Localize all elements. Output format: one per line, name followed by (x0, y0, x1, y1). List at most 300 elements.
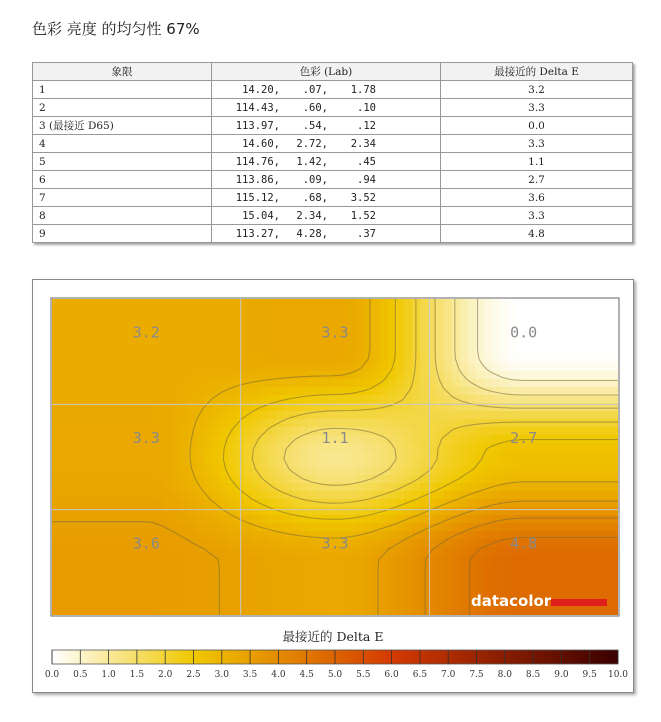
heatmap-pixel (332, 571, 341, 580)
heatmap-pixel (228, 499, 237, 508)
heatmap-pixel (364, 523, 373, 532)
heatmap-pixel (356, 491, 365, 500)
heatmap-pixel (116, 475, 125, 484)
heatmap-pixel (348, 555, 357, 564)
heatmap-pixel (548, 555, 557, 564)
heatmap-pixel (212, 315, 221, 324)
cell-value-label: 0.0 (510, 323, 538, 342)
heatmap-pixel (300, 587, 309, 596)
heatmap-pixel (76, 443, 85, 452)
heatmap-pixel (124, 443, 133, 452)
heatmap-pixel (412, 427, 421, 436)
heatmap-pixel (508, 451, 517, 460)
heatmap-pixel (380, 587, 389, 596)
heatmap-pixel (148, 571, 157, 580)
heatmap-pixel (76, 371, 85, 380)
heatmap-pixel (196, 419, 205, 428)
heatmap-pixel (268, 547, 277, 556)
heatmap-pixel (276, 323, 285, 332)
heatmap-pixel (356, 299, 365, 308)
heatmap-pixel (540, 547, 549, 556)
heatmap-pixel (252, 571, 261, 580)
heatmap-pixel (100, 419, 109, 428)
heatmap-pixel (220, 355, 229, 364)
heatmap-pixel (300, 315, 309, 324)
heatmap-pixel (452, 419, 461, 428)
heatmap-pixel (404, 451, 413, 460)
heatmap-pixel (204, 579, 213, 588)
heatmap-pixel (548, 411, 557, 420)
heatmap-pixel (540, 339, 549, 348)
heatmap-pixel (580, 307, 589, 316)
heatmap-pixel (60, 443, 69, 452)
heatmap-pixel (452, 563, 461, 572)
heatmap-pixel (116, 315, 125, 324)
cell-delta-e: 4.8 (441, 225, 633, 243)
heatmap-pixel (52, 387, 61, 396)
heatmap-pixel (172, 395, 181, 404)
heatmap-pixel (492, 331, 501, 340)
heatmap-pixel (596, 587, 605, 596)
heatmap-pixel (76, 331, 85, 340)
heatmap-pixel (68, 555, 77, 564)
heatmap-pixel (492, 467, 501, 476)
heatmap-pixel (372, 459, 381, 468)
heatmap-pixel (556, 531, 565, 540)
heatmap-pixel (532, 307, 541, 316)
heatmap-pixel (108, 563, 117, 572)
heatmap-pixel (268, 451, 277, 460)
heatmap-pixel (140, 587, 149, 596)
heatmap-pixel (308, 315, 317, 324)
heatmap-pixel (404, 539, 413, 548)
heatmap-pixel (60, 355, 69, 364)
heatmap-pixel (180, 467, 189, 476)
heatmap-pixel (52, 571, 61, 580)
heatmap-pixel (524, 507, 533, 516)
heatmap-pixel (132, 603, 141, 612)
heatmap-pixel (284, 299, 293, 308)
heatmap-pixel (260, 563, 269, 572)
heatmap-pixel (84, 515, 93, 524)
heatmap-pixel (268, 467, 277, 476)
heatmap-pixel (420, 515, 429, 524)
heatmap-pixel (564, 587, 573, 596)
heatmap-pixel (100, 531, 109, 540)
heatmap-pixel (532, 363, 541, 372)
heatmap-pixel (308, 443, 317, 452)
heatmap-pixel (500, 323, 509, 332)
heatmap-pixel (276, 571, 285, 580)
heatmap-pixel (444, 387, 453, 396)
heatmap-pixel (412, 603, 421, 612)
heatmap-pixel (548, 443, 557, 452)
heatmap-pixel (156, 571, 165, 580)
heatmap-pixel (364, 323, 373, 332)
heatmap-pixel (300, 491, 309, 500)
heatmap-pixel (212, 507, 221, 516)
heatmap-pixel (204, 459, 213, 468)
heatmap-pixel (220, 483, 229, 492)
heatmap-pixel (100, 395, 109, 404)
heatmap-pixel (356, 563, 365, 572)
heatmap-pixel (284, 595, 293, 604)
heatmap-pixel (300, 571, 309, 580)
heatmap-pixel (604, 499, 613, 508)
heatmap-pixel (76, 459, 85, 468)
heatmap-pixel (260, 459, 269, 468)
heatmap-pixel (140, 411, 149, 420)
heatmap-pixel (204, 315, 213, 324)
heatmap-pixel (492, 579, 501, 588)
heatmap-pixel (228, 595, 237, 604)
heatmap-pixel (148, 411, 157, 420)
heatmap-pixel (556, 507, 565, 516)
heatmap-pixel (116, 355, 125, 364)
heatmap-pixel (348, 347, 357, 356)
heatmap-pixel (268, 411, 277, 420)
heatmap-pixel (484, 379, 493, 388)
heatmap-pixel (60, 315, 69, 324)
brand-bar (551, 599, 607, 606)
cell-quadrant: 3 (最接近 D65) (33, 117, 212, 135)
heatmap-pixel (116, 539, 125, 548)
heatmap-pixel (572, 331, 581, 340)
heatmap-pixel (84, 507, 93, 516)
heatmap-pixel (172, 371, 181, 380)
heatmap-pixel (60, 531, 69, 540)
heatmap-pixel (452, 307, 461, 316)
heatmap-pixel (52, 427, 61, 436)
heatmap-pixel (108, 507, 117, 516)
heatmap-pixel (596, 571, 605, 580)
heatmap-pixel (316, 347, 325, 356)
heatmap-pixel (340, 579, 349, 588)
heatmap-pixel (420, 411, 429, 420)
heatmap-pixel (500, 379, 509, 388)
heatmap-pixel (604, 587, 613, 596)
heatmap-pixel (364, 547, 373, 556)
heatmap-pixel (364, 571, 373, 580)
heatmap-pixel (596, 427, 605, 436)
heatmap-pixel (204, 571, 213, 580)
heatmap-pixel (556, 411, 565, 420)
heatmap-pixel (212, 347, 221, 356)
heatmap-pixel (68, 331, 77, 340)
heatmap-pixel (60, 395, 69, 404)
heatmap-pixel (364, 499, 373, 508)
heatmap-pixel (100, 555, 109, 564)
heatmap-pixel (564, 323, 573, 332)
heatmap-pixel (596, 315, 605, 324)
heatmap-pixel (252, 355, 261, 364)
heatmap-pixel (260, 427, 269, 436)
heatmap-pixel (108, 387, 117, 396)
heatmap-pixel (252, 379, 261, 388)
heatmap-pixel (92, 331, 101, 340)
heatmap-pixel (268, 323, 277, 332)
heatmap-pixel (108, 363, 117, 372)
heatmap-pixel (500, 555, 509, 564)
heatmap-pixel (212, 339, 221, 348)
heatmap-pixel (372, 579, 381, 588)
heatmap-pixel (604, 307, 613, 316)
heatmap-pixel (604, 451, 613, 460)
heatmap-pixel (52, 451, 61, 460)
heatmap-pixel (220, 363, 229, 372)
heatmap-pixel (92, 435, 101, 444)
heatmap-pixel (500, 339, 509, 348)
lab-b: .94 (357, 173, 376, 186)
heatmap-pixel (92, 507, 101, 516)
heatmap-pixel (220, 315, 229, 324)
heatmap-pixel (220, 595, 229, 604)
heatmap-pixel (580, 395, 589, 404)
legend-tick-label: 0.5 (73, 670, 88, 680)
heatmap-pixel (284, 387, 293, 396)
heatmap-pixel (124, 379, 133, 388)
heatmap-pixel (196, 339, 205, 348)
heatmap-pixel (204, 419, 213, 428)
heatmap-pixel (452, 451, 461, 460)
heatmap-pixel (156, 475, 165, 484)
heatmap-pixel (516, 491, 525, 500)
heatmap-pixel (252, 419, 261, 428)
heatmap-pixel (556, 459, 565, 468)
heatmap-pixel (268, 315, 277, 324)
heatmap-pixel (436, 395, 445, 404)
heatmap-pixel (292, 547, 301, 556)
heatmap-pixel (596, 467, 605, 476)
heatmap-pixel (604, 515, 613, 524)
heatmap-pixel (540, 323, 549, 332)
heatmap-pixel (116, 563, 125, 572)
heatmap-pixel (556, 523, 565, 532)
heatmap-pixel (532, 395, 541, 404)
heatmap-pixel (100, 587, 109, 596)
heatmap-pixel (452, 387, 461, 396)
heatmap-pixel (276, 603, 285, 612)
heatmap-pixel (212, 379, 221, 388)
cell-value-label: 3.3 (132, 429, 160, 447)
heatmap-pixel (212, 427, 221, 436)
heatmap-pixel (364, 579, 373, 588)
heatmap-pixel (172, 387, 181, 396)
cell-delta-e: 2.7 (441, 171, 633, 189)
heatmap-pixel (532, 355, 541, 364)
heatmap-pixel (180, 435, 189, 444)
heatmap-pixel (188, 307, 197, 316)
heatmap-pixel (180, 587, 189, 596)
heatmap-pixel (460, 579, 469, 588)
heatmap-pixel (348, 307, 357, 316)
heatmap-pixel (196, 555, 205, 564)
heatmap-pixel (468, 451, 477, 460)
heatmap-pixel (500, 467, 509, 476)
heatmap-pixel (412, 435, 421, 444)
heatmap-pixel (284, 307, 293, 316)
heatmap-pixel (156, 491, 165, 500)
heatmap-panel (32, 279, 634, 693)
heatmap-pixel (100, 459, 109, 468)
heatmap-pixel (180, 323, 189, 332)
heatmap-pixel (324, 523, 333, 532)
heatmap-pixel (452, 323, 461, 332)
heatmap-pixel (164, 539, 173, 548)
heatmap-pixel (596, 331, 605, 340)
heatmap-pixel (596, 451, 605, 460)
heatmap-pixel (420, 395, 429, 404)
heatmap-pixel (532, 507, 541, 516)
heatmap-pixel (68, 395, 77, 404)
heatmap-pixel (308, 371, 317, 380)
heatmap-pixel (316, 507, 325, 516)
heatmap-pixel (52, 515, 61, 524)
heatmap-pixel (76, 515, 85, 524)
heatmap-pixel (172, 467, 181, 476)
heatmap-pixel (388, 411, 397, 420)
heatmap-pixel (412, 459, 421, 468)
heatmap-pixel (188, 515, 197, 524)
heatmap-pixel (332, 523, 341, 532)
heatmap-pixel (572, 555, 581, 564)
heatmap-pixel (116, 459, 125, 468)
heatmap-pixel (116, 515, 125, 524)
heatmap-pixel (92, 523, 101, 532)
heatmap-pixel (468, 355, 477, 364)
cell-lab (212, 225, 441, 243)
heatmap-pixel (244, 355, 253, 364)
heatmap-pixel (164, 555, 173, 564)
heatmap-pixel (348, 331, 357, 340)
heatmap-pixel (300, 531, 309, 540)
heatmap-pixel (284, 427, 293, 436)
heatmap-pixel (348, 587, 357, 596)
heatmap-pixel (196, 467, 205, 476)
heatmap-pixel (188, 491, 197, 500)
header-quadrant: 象限 (33, 63, 212, 81)
heatmap-pixel (116, 587, 125, 596)
heatmap-pixel (324, 411, 333, 420)
heatmap-pixel (68, 323, 77, 332)
heatmap-pixel (596, 299, 605, 308)
heatmap-pixel (132, 419, 141, 428)
heatmap-pixel (348, 579, 357, 588)
heatmap-pixel (220, 515, 229, 524)
heatmap-pixel (412, 595, 421, 604)
heatmap-pixel (460, 299, 469, 308)
heatmap-pixel (100, 571, 109, 580)
heatmap-pixel (228, 355, 237, 364)
heatmap-pixel (516, 451, 525, 460)
heatmap-pixel (100, 323, 109, 332)
heatmap-pixel (508, 507, 517, 516)
heatmap-pixel (508, 363, 517, 372)
heatmap-pixel (332, 299, 341, 308)
heatmap-pixel (492, 435, 501, 444)
heatmap-pixel (396, 475, 405, 484)
heatmap-pixel (108, 315, 117, 324)
heatmap-pixel (380, 347, 389, 356)
heatmap-pixel (124, 435, 133, 444)
lab-b: 3.52 (350, 191, 376, 204)
heatmap-pixel (404, 603, 413, 612)
heatmap-pixel (460, 331, 469, 340)
heatmap-pixel (580, 419, 589, 428)
heatmap-pixel (188, 483, 197, 492)
heatmap-pixel (108, 475, 117, 484)
heatmap-pixel (124, 483, 133, 492)
heatmap-pixel (148, 379, 157, 388)
heatmap-pixel (148, 523, 157, 532)
heatmap-pixel (308, 347, 317, 356)
heatmap-pixel (228, 579, 237, 588)
heatmap-pixel (60, 451, 69, 460)
heatmap-pixel (324, 379, 333, 388)
heatmap-pixel (452, 411, 461, 420)
heatmap-pixel (340, 587, 349, 596)
heatmap-pixel (444, 299, 453, 308)
heatmap-pixel (412, 411, 421, 420)
heatmap-pixel (116, 323, 125, 332)
heatmap-pixel (436, 531, 445, 540)
heatmap-pixel (532, 459, 541, 468)
heatmap-pixel (436, 459, 445, 468)
heatmap-pixel (420, 363, 429, 372)
heatmap-pixel (172, 427, 181, 436)
heatmap-pixel (124, 571, 133, 580)
heatmap-pixel (188, 579, 197, 588)
heatmap-pixel (196, 539, 205, 548)
heatmap-pixel (308, 387, 317, 396)
heatmap-pixel (508, 459, 517, 468)
heatmap-pixel (564, 491, 573, 500)
heatmap-pixel (92, 307, 101, 316)
heatmap-pixel (452, 371, 461, 380)
heatmap-pixel (252, 531, 261, 540)
heatmap-pixel (468, 387, 477, 396)
heatmap-pixel (100, 379, 109, 388)
heatmap-pixel (132, 475, 141, 484)
heatmap-pixel (492, 299, 501, 308)
heatmap-pixel (164, 603, 173, 612)
heatmap-pixel (132, 595, 141, 604)
heatmap-pixel (548, 371, 557, 380)
heatmap-pixel (580, 587, 589, 596)
heatmap-pixel (596, 443, 605, 452)
heatmap-pixel (148, 387, 157, 396)
heatmap-pixel (388, 419, 397, 428)
heatmap-pixel (308, 571, 317, 580)
heatmap-pixel (68, 411, 77, 420)
heatmap-pixel (100, 387, 109, 396)
heatmap-pixel (340, 315, 349, 324)
heatmap-pixel (396, 443, 405, 452)
heatmap-pixel (108, 467, 117, 476)
cell-delta-e: 3.2 (441, 81, 633, 99)
heatmap-pixel (188, 387, 197, 396)
heatmap-pixel (460, 355, 469, 364)
heatmap-pixel (388, 539, 397, 548)
heatmap-pixel (564, 339, 573, 348)
heatmap-pixel (260, 595, 269, 604)
heatmap-pixel (460, 435, 469, 444)
heatmap-pixel (324, 315, 333, 324)
heatmap-pixel (484, 531, 493, 540)
heatmap-pixel (308, 331, 317, 340)
cell-value-label: 3.3 (321, 534, 349, 553)
heatmap-pixel (508, 355, 517, 364)
